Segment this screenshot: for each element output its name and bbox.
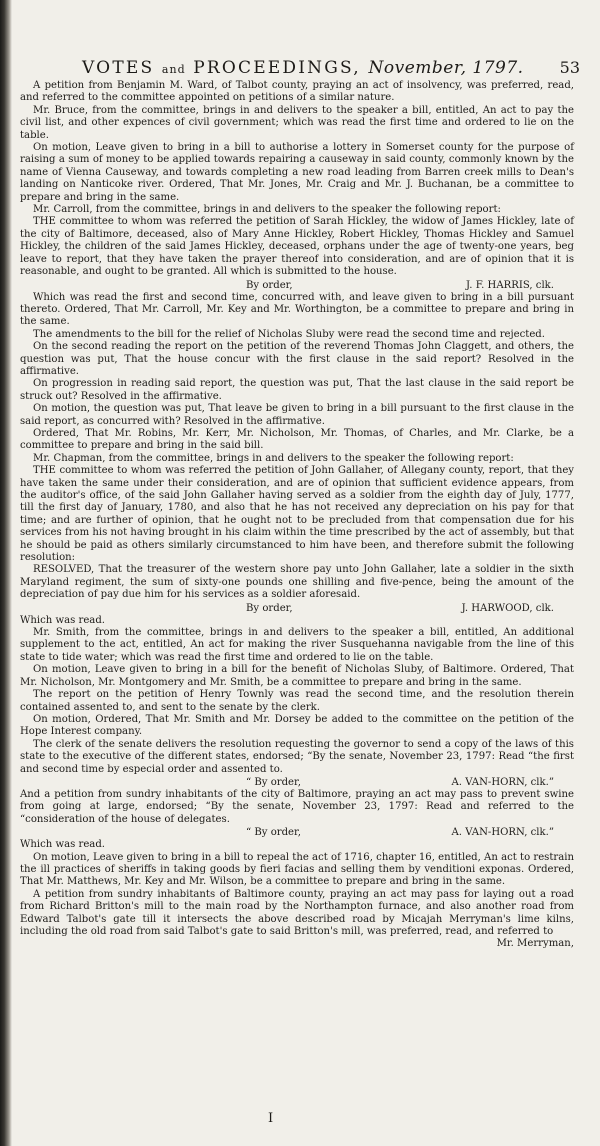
running-head-proceedings: PROCEEDINGS,	[193, 58, 361, 78]
paragraph-resolution: RESOLVED, That the treasurer of the western shore pay unto John Gallaher, late a soldier in the sixth Maryland regiment, the sum of sixty-one pounds one shilling and five-pence, being the amount of the depreciation of pay due him for his services as a soldier aforesaid.	[20, 564, 574, 601]
signature-harris	[20, 279, 574, 292]
paragraph-sluby-benefit: On motion, Leave given to bring in a bill for the benefit of Nicholas Sluby, of Baltimore. Ordered, That Mr. Nicholson, Mr. Montgomery and Mr. Smith, be a committee to prepare and bring in the same.	[20, 664, 574, 688]
running-head-votes: VOTES	[82, 58, 155, 78]
paragraph-townly-report: The report on the petition of Henry Townly was read the second time, and the resolution therein contained assented to, and sent to the senate by the clerk.	[20, 689, 574, 713]
paragraph-ward-petition: A petition from Benjamin M. Ward, of Talbot county, praying an act of insolvency, was preferred, read, and referred to the committee appointed on petitions of a similar nature.	[20, 80, 574, 104]
paragraph-road-petition: A petition from sundry inhabitants of Baltimore county, praying an act may pass for laying out a road from Richard Britton's mill to the main road by the Northampton furnace, and also another road from Edward Talbot's gate till it intersects the above described road by Micajah Merryman's lime kilns, including the old road from said Talbot's gate to said Britton's mill, was preferred, read, and referred to	[20, 888, 574, 937]
paragraph-which-read-2: Which was read.	[20, 839, 105, 851]
paragraph-which-read: Which was read.	[20, 614, 105, 626]
journal-body	[20, 80, 574, 951]
paragraph-chapman-report: Mr. Chapman, from the committee, brings in and delivers to the speaker the following report:	[33, 452, 514, 464]
running-head	[82, 58, 524, 78]
signature-mark: I	[268, 1111, 274, 1126]
signature-van-horn-2	[20, 826, 574, 839]
paragraph-senate-resolution: The clerk of the senate delivers the resolution requesting the governor to send a copy of the laws of this state to the executive of the different states, endorsed; “By the senate, November 23, 1797: Read “the first and second time by especial order and assented to.	[20, 738, 574, 775]
by-order-label: “ By order,	[246, 827, 301, 839]
binding-shadow	[0, 0, 12, 1146]
by-order-label: By order,	[246, 602, 293, 614]
by-order-label: By order,	[246, 279, 293, 291]
clerk-name: J. F. HARRIS, clk.	[466, 279, 554, 291]
paragraph-swine-petition: And a petition from sundry inhabitants of the city of Baltimore, praying an act may pass to prevent swine from going at large, endorsed; “By the senate, November 23, 1797: Read and referred to the “consideration of the house of delegates.	[20, 788, 574, 825]
paragraph-carroll-report: Mr. Carroll, from the committee, brings in and delivers to the speaker the following report:	[33, 204, 501, 216]
paragraph-leave-motion: On motion, the question was put, That leave be given to bring in a bill pursuant to the first clause in the said report, as concurred with? Resolved in the affirmative.	[20, 403, 574, 427]
running-head-date: November, 1797.	[368, 58, 524, 78]
running-head-and: and	[161, 63, 186, 76]
clerk-name: A. VAN-HORN, clk.”	[451, 776, 554, 788]
by-order-label: “ By order,	[246, 776, 301, 788]
catchword: Mr. Merryman,	[496, 938, 574, 950]
paragraph-claggett-report: On the second reading the report on the petition of the reverend Thomas John Claggett, and others, the question was put, That the house concur with the first clause in the said report? Resolved in the affirmative.	[20, 341, 574, 377]
paragraph-hope-interest: On motion, Ordered, That Mr. Smith and Mr. Dorsey be added to the committee on the petition of the Hope Interest company.	[20, 713, 574, 738]
paragraph-repeal-act: On motion, Leave given to bring in a bill to repeal the act of 1716, chapter 16, entitled, An act to restrain the ill practices of sheriffs in taking goods by fieri facias and selling them by venditioni exponas. Ordered, That Mr. Matthews, Mr. Key and Mr. Wilson, be a committee to prepare and bring in the same.	[20, 851, 574, 888]
paragraph-gallaher-report: THE committee to whom was referred the petition of John Gallaher, of Allegany county, report, that they have taken the same under their consideration, and are of opinion that sufficient evidence appears, from the auditor's office, of the said John Gallaher having served as a soldier from the eighth day of July, 1777, till the first day of January, 1780, and also that he has not received any depreciation on his pay for that time; and are further of opinion, that he ought not to be precluded from that compensation due for his services from his not having brought in his claim within the time prescribed by the act of assembly, but that he should be paid as others similarly circumstanced to him have been, and therefore submit the following resolution:	[20, 465, 574, 564]
paragraph-robins-committee: Ordered, That Mr. Robins, Mr. Kerr, Mr. Nicholson, Mr. Thomas, of Charles, and Mr. Clarke, be a committee to prepare and bring in the said bill.	[20, 427, 574, 452]
paragraph-civil-list-bill: Mr. Bruce, from the committee, brings in and delivers to the speaker a bill, entitled, An act to pay the civil list, and other expences of civil government; which was read the first time and ordered to lie on the table.	[20, 104, 574, 141]
paragraph-last-clause: On progression in reading said report, the question was put, That the last clause in the said report be struck out? Resolved in the affirmative.	[20, 378, 574, 402]
paragraph-lottery-motion: On motion, Leave given to bring in a bill to authorise a lottery in Somerset county for the purpose of raising a sum of money to be applied towards repairing a causeway in said county, commonly known by the name of Vienna Causeway, and towards completing a new road leading from Barren creek mills to Dean's landing on Nanticoke river. Ordered, That Mr. Jones, Mr. Craig and Mr. J. Buchanan, be a committee to prepare and bring in the same.	[20, 142, 574, 203]
paragraph-sluby-amendments: The amendments to the bill for the relief of Nicholas Sluby were read the second time and rejected.	[33, 328, 545, 340]
paragraph-hickley-report: THE committee to whom was referred the petition of Sarah Hickley, the widow of James Hickley, late of the city of Baltimore, deceased, also of Mary Anne Hickley, Robert Hickley, Thomas Hickley and Samuel Hickley, the children of the said James Hickley, deceased, orphans under the age of twenty-one years, beg leave to report, that they have taken the prayer thereof into consideration, and are of opinion that it is reasonable, and ought to be granted. All which is submitted to the house.	[20, 216, 574, 278]
signature-harwood	[20, 602, 574, 615]
clerk-name: J. HARWOOD, clk.	[461, 602, 554, 614]
clerk-name: A. VAN-HORN, clk.”	[451, 827, 554, 839]
signature-van-horn-1	[20, 776, 574, 789]
paragraph-susquehanna-bill: Mr. Smith, from the committee, brings in and delivers to the speaker a bill, entitled, An additional supplement to the act, entitled, An act for making the river Susquehanna navigable from the line of this state to tide water; which was read the first time and ordered to lie on the table.	[20, 627, 574, 663]
page-number: 53	[559, 58, 580, 77]
paragraph-read-concurred: Which was read the first and second time, concurred with, and leave given to bring in a bill pursuant thereto. Ordered, That Mr. Carroll, Mr. Key and Mr. Worthington, be a committee to prepare and bring in the same.	[20, 291, 574, 328]
